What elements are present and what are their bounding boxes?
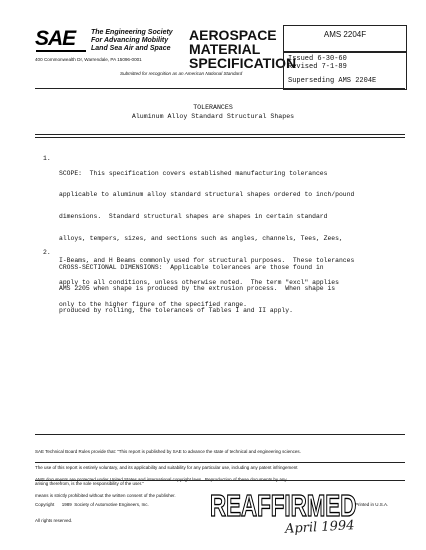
document-heading: TOLERANCES [193,104,233,111]
society-line-1: The Engineering Society [91,29,173,36]
header-divider [35,88,405,89]
section-1-line: SCOPE: This specification covers established manufacturing tolerances [59,169,328,177]
copyright-line: All rights reserved. [35,518,73,524]
title-divider-double [35,137,405,138]
section-2-line: CROSS-SECTIONAL DIMENSIONS: Applicable tolerances are those found in [59,263,324,271]
handwritten-date: April 1994 [284,518,355,537]
title-line-2: MATERIAL [189,41,261,57]
section-1-line: apply to all conditions, unless otherwise noted. The term "excl" applies [59,279,339,287]
section-2-body [59,249,335,322]
notice-line: means is strictly prohibited without the written consent of the publisher. [35,493,176,499]
sae-logo-underline [36,50,86,52]
section-1-line: applicable to aluminum alloy standard structural shapes ordered to inch/pound [59,191,355,199]
disclaimer-line: SAE Technical Board Rules provide that: "This report is published by SAE to advance the state of technical and engineering sciences. [35,448,301,454]
title-line-1: AEROSPACE [189,27,277,43]
spec-number: AMS 2204F [323,30,367,39]
disclaimer-line: arising therefrom, is the sole responsibility of the user." [35,481,144,487]
reaffirmed-stamp: REAFFIRMED [210,488,357,523]
spec-number-box [283,25,407,53]
title-line-3: SPECIFICATION [189,55,297,71]
section-2-line: AMS 2205 when shape is produced by the extrusion process. When shape is [59,285,336,293]
copyright-block [35,491,149,529]
section-1-line: I-Beams, and H Beams commonly used for structural purposes. These tolerances [59,257,355,265]
sae-logo-mark: SAE [35,27,76,50]
issue-info-box [283,51,407,90]
copyright-line: Copyright 1989 Society of Automotive Engineers, Inc. [35,501,149,507]
superseding-note: Superseding AMS 2204E [288,77,377,85]
section-1-line: dimensions. Standard structural shapes are shapes in certain standard [59,213,328,221]
society-line-2: For Advancing Mobility [91,37,169,44]
section-1-line: only to the higher figure of the specified range. [59,300,247,308]
section-1-line: alloys, tempers, sizes, and sections such as angles, channels, Tees, Zees, [59,235,343,243]
notice-divider [35,462,405,463]
society-address: 400 Commonwealth Dr, Warrendale, PA 15096-0001 [35,57,142,62]
section-2-line: produced by rolling, the tolerances of Tables I and II apply. [59,307,293,315]
section-2-number: 2. [43,249,51,256]
sae-logo [35,27,185,77]
notice-divider-bottom [35,480,405,481]
document-type-title [189,28,296,70]
distribution-note: Submitted for recognition as an American National Standard [120,71,243,76]
society-line-3: Land Sea Air and Space [91,45,171,52]
printed-in: Printed in U.S.A. [355,502,389,507]
disclaimer-line: The use of this report is entirely voluntary, and its applicability and suitability for any particular use, including any patent infringement [35,465,298,471]
title-divider [35,134,405,135]
revised-date: Revised 7-1-89 [288,63,347,71]
section-1-number: 1. [43,155,51,162]
document-subheading: Aluminum Alloy Standard Structural Shapes [131,113,295,120]
issued-date: Issued 6-30-60 [288,55,347,63]
footer-divider [35,434,405,435]
